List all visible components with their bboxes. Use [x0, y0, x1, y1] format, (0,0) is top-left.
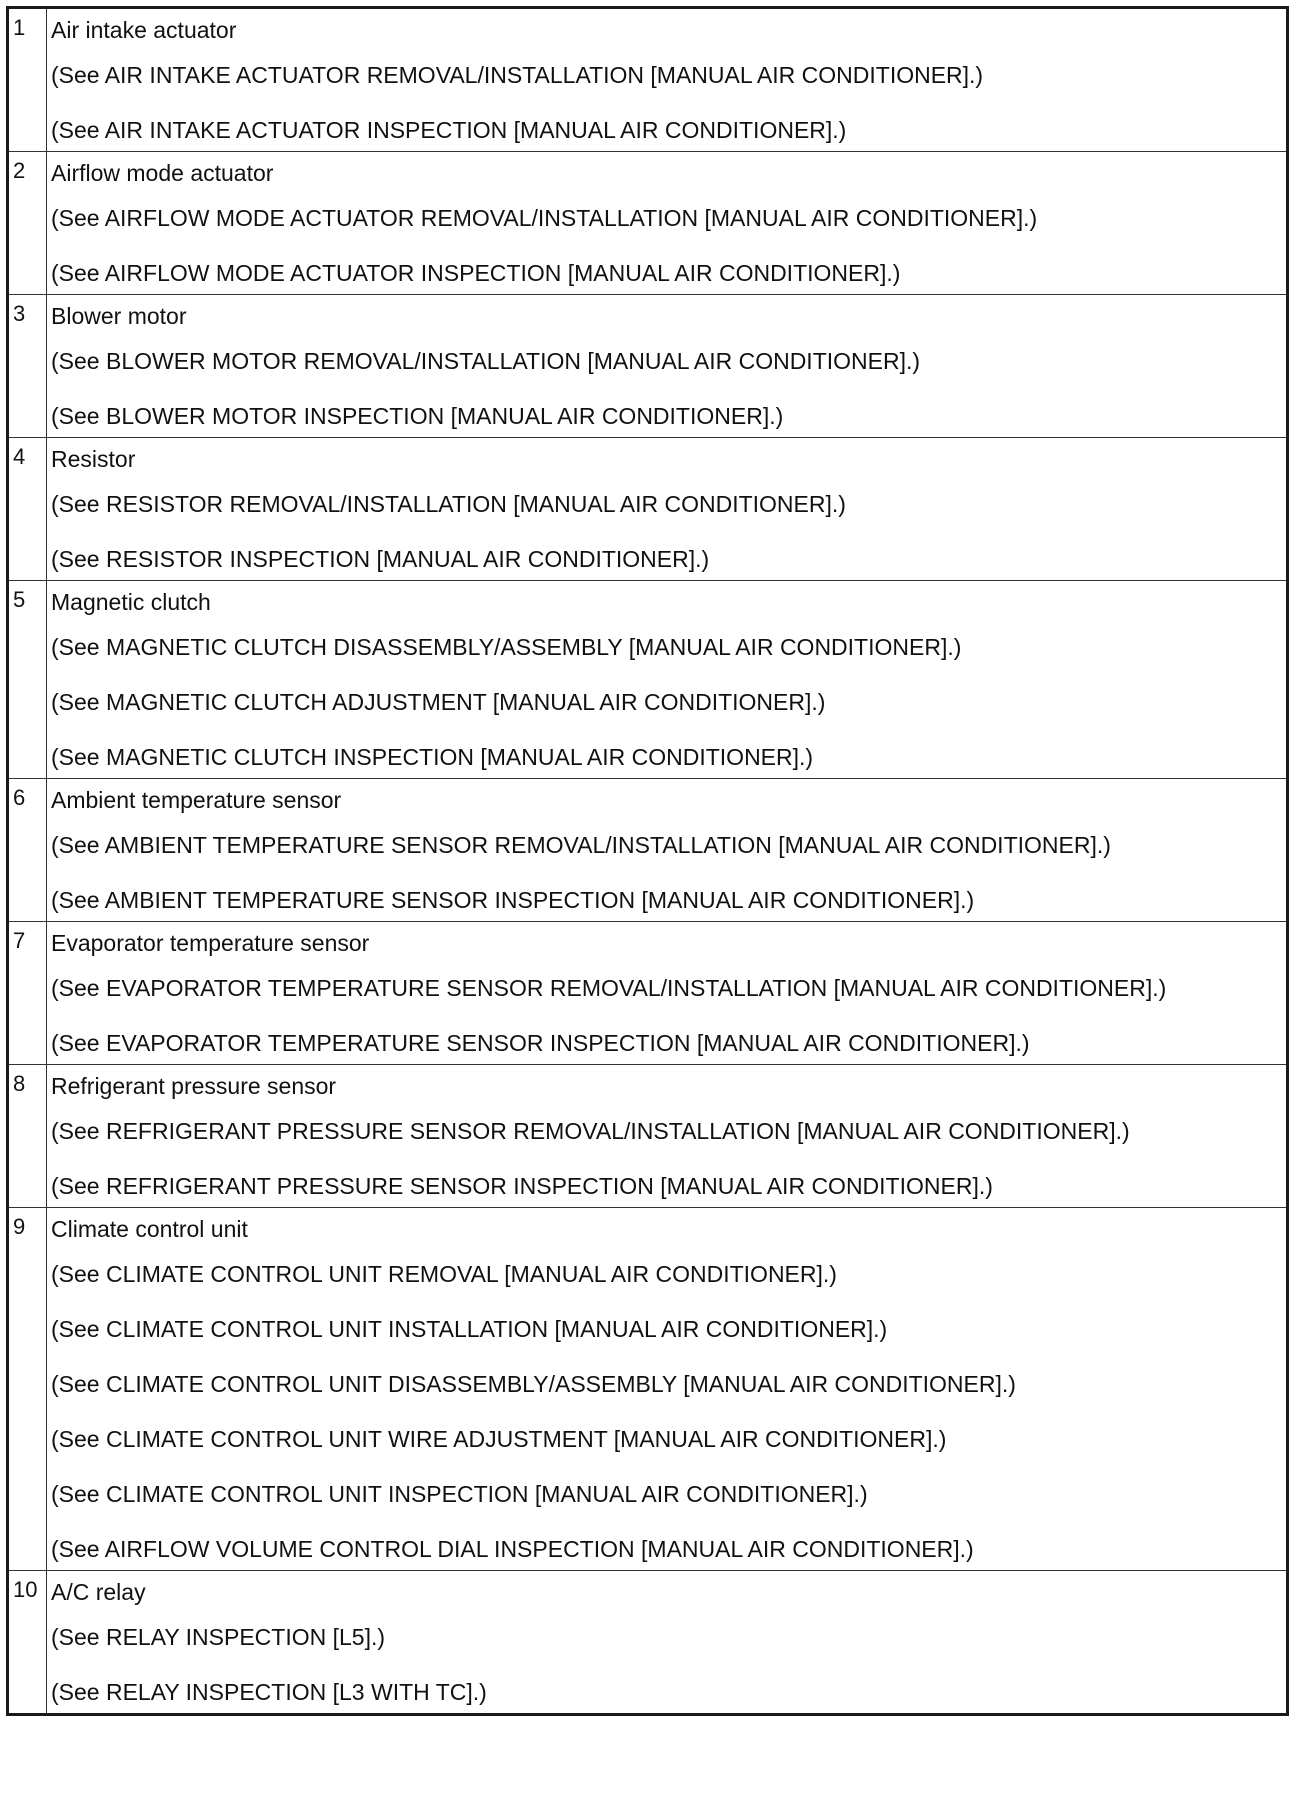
procedure-reference: (See MAGNETIC CLUTCH INSPECTION [MANUAL AIR CONDITIONER].) — [51, 744, 814, 770]
row-number: 10 — [9, 1571, 47, 1713]
procedure-reference: (See EVAPORATOR TEMPERATURE SENSOR REMOVAL/INSTALLATION [MANUAL AIR CONDITIONER].) — [51, 975, 1167, 1001]
component-title: Resistor — [51, 446, 136, 472]
procedure-reference: (See BLOWER MOTOR INSPECTION [MANUAL AIR CONDITIONER].) — [51, 403, 784, 429]
row-content — [47, 295, 1286, 437]
table-row — [9, 151, 1286, 294]
component-title: Evaporator temperature sensor — [51, 930, 370, 956]
procedure-reference: (See MAGNETIC CLUTCH DISASSEMBLY/ASSEMBLY [MANUAL AIR CONDITIONER].) — [51, 634, 962, 660]
procedure-reference: (See AMBIENT TEMPERATURE SENSOR INSPECTION [MANUAL AIR CONDITIONER].) — [51, 887, 975, 913]
component-title: Refrigerant pressure sensor — [51, 1073, 337, 1099]
row-content — [47, 922, 1286, 1064]
procedure-reference: (See CLIMATE CONTROL UNIT REMOVAL [MANUAL AIR CONDITIONER].) — [51, 1261, 837, 1287]
procedure-reference: (See CLIMATE CONTROL UNIT INSPECTION [MANUAL AIR CONDITIONER].) — [51, 1481, 868, 1507]
component-title: Ambient temperature sensor — [51, 787, 342, 813]
procedure-reference: (See AIRFLOW MODE ACTUATOR INSPECTION [MANUAL AIR CONDITIONER].) — [51, 260, 901, 286]
procedure-reference: (See EVAPORATOR TEMPERATURE SENSOR INSPECTION [MANUAL AIR CONDITIONER].) — [51, 1030, 1030, 1056]
procedure-reference: (See CLIMATE CONTROL UNIT WIRE ADJUSTMENT [MANUAL AIR CONDITIONER].) — [51, 1426, 947, 1452]
component-title: Blower motor — [51, 303, 187, 329]
component-title: Climate control unit — [51, 1216, 248, 1242]
procedure-reference: (See AIRFLOW VOLUME CONTROL DIAL INSPECTION [MANUAL AIR CONDITIONER].) — [51, 1536, 974, 1562]
row-content — [47, 779, 1286, 921]
procedure-reference: (See BLOWER MOTOR REMOVAL/INSTALLATION [MANUAL AIR CONDITIONER].) — [51, 348, 921, 374]
procedure-reference: (See AIR INTAKE ACTUATOR REMOVAL/INSTALLATION [MANUAL AIR CONDITIONER].) — [51, 62, 984, 88]
row-number: 4 — [9, 438, 47, 580]
row-content — [47, 9, 1286, 151]
table-row — [9, 9, 1286, 151]
row-number: 5 — [9, 581, 47, 778]
procedure-reference: (See CLIMATE CONTROL UNIT INSTALLATION [MANUAL AIR CONDITIONER].) — [51, 1316, 888, 1342]
table-row — [9, 1207, 1286, 1570]
procedure-reference: (See REFRIGERANT PRESSURE SENSOR INSPECTION [MANUAL AIR CONDITIONER].) — [51, 1173, 993, 1199]
procedure-reference: (See MAGNETIC CLUTCH ADJUSTMENT [MANUAL AIR CONDITIONER].) — [51, 689, 826, 715]
row-number: 2 — [9, 152, 47, 294]
row-content — [47, 581, 1286, 778]
procedure-reference: (See RELAY INSPECTION [L3 WITH TC].) — [51, 1679, 487, 1705]
row-content — [47, 1065, 1286, 1207]
row-content — [47, 438, 1286, 580]
table-row — [9, 778, 1286, 921]
procedure-reference: (See AIR INTAKE ACTUATOR INSPECTION [MANUAL AIR CONDITIONER].) — [51, 117, 847, 143]
table-row — [9, 921, 1286, 1064]
table-row — [9, 294, 1286, 437]
row-number: 7 — [9, 922, 47, 1064]
component-title: A/C relay — [51, 1579, 146, 1605]
row-content — [47, 1571, 1286, 1713]
procedure-reference: (See CLIMATE CONTROL UNIT DISASSEMBLY/ASSEMBLY [MANUAL AIR CONDITIONER].) — [51, 1371, 1016, 1397]
table-row — [9, 1064, 1286, 1207]
row-number: 1 — [9, 9, 47, 151]
procedure-reference: (See REFRIGERANT PRESSURE SENSOR REMOVAL/INSTALLATION [MANUAL AIR CONDITIONER].) — [51, 1118, 1130, 1144]
component-title: Airflow mode actuator — [51, 160, 274, 186]
component-title: Air intake actuator — [51, 17, 237, 43]
procedure-reference: (See RESISTOR INSPECTION [MANUAL AIR CONDITIONER].) — [51, 546, 710, 572]
row-content — [47, 152, 1286, 294]
row-content — [47, 1208, 1286, 1570]
component-title: Magnetic clutch — [51, 589, 211, 615]
procedure-reference: (See AIRFLOW MODE ACTUATOR REMOVAL/INSTALLATION [MANUAL AIR CONDITIONER].) — [51, 205, 1038, 231]
row-number: 3 — [9, 295, 47, 437]
table-row — [9, 1570, 1286, 1713]
table-row — [9, 580, 1286, 778]
procedure-reference: (See AMBIENT TEMPERATURE SENSOR REMOVAL/INSTALLATION [MANUAL AIR CONDITIONER].) — [51, 832, 1111, 858]
table-row — [9, 437, 1286, 580]
procedure-reference: (See RESISTOR REMOVAL/INSTALLATION [MANUAL AIR CONDITIONER].) — [51, 491, 846, 517]
procedure-reference: (See RELAY INSPECTION [L5].) — [51, 1624, 386, 1650]
component-table — [6, 6, 1289, 1716]
row-number: 9 — [9, 1208, 47, 1570]
row-number: 8 — [9, 1065, 47, 1207]
row-number: 6 — [9, 779, 47, 921]
